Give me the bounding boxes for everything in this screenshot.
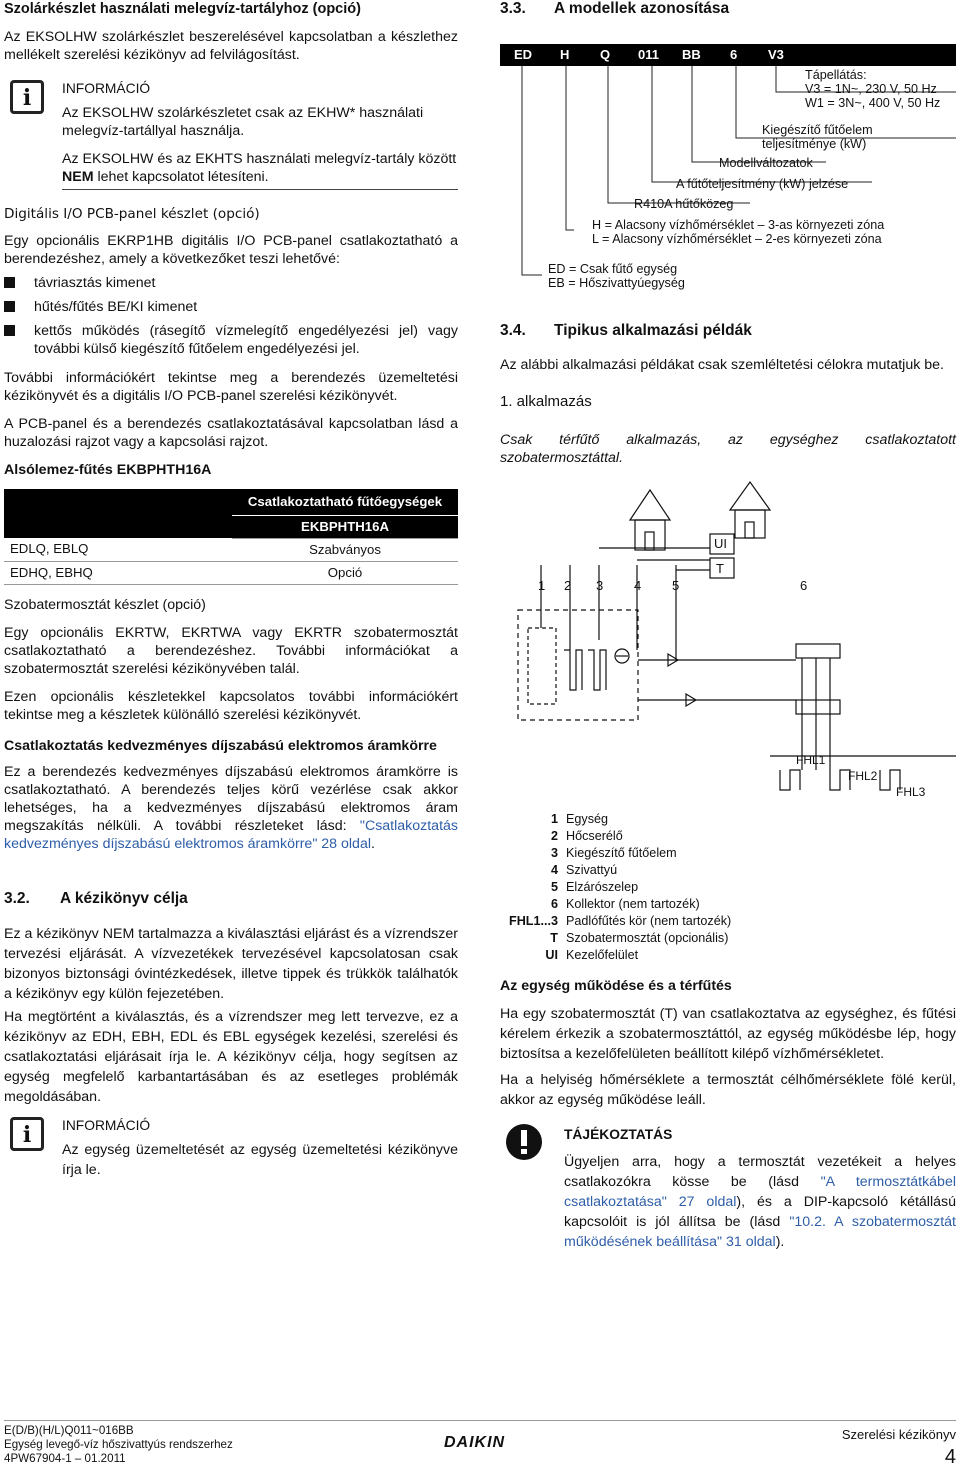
application-paragraph: Csak térfűtő alkalmazás, az egységhez csatlakoztatott szobatermosztáttal. (500, 432, 956, 466)
diagram-label: 4 (634, 578, 642, 593)
legend-item: UI Kezelőfelület (545, 948, 639, 962)
info-paragraph: Az EKSOLHW és az EKHTS használati melegvíz-tartály között NEM lehet kapcsolatot létesíteni. (62, 151, 457, 185)
bullet-icon (4, 325, 15, 336)
page-number: 4 (944, 1446, 956, 1468)
pcb-paragraph: Egy opcionális EKRP1HB digitális I/O PCB-panel csatlakoztatható a berendezéshez, amely a következőket teszi lehetővé: (4, 233, 458, 267)
legend-item: 1 Egység (550, 812, 609, 826)
section-title-models: A modellek azonosítása (554, 0, 730, 17)
thermostat-paragraph: Egy opcionális EKRTW, EKRTWA vagy EKRTR szobatermosztát csatlakoztatható a berendezéshez. További információkat a szobatermosztát szerelési kézikönyvében talál. (4, 625, 458, 677)
refrigerant-label: R410A hűtőközeg (634, 197, 734, 211)
code-part: BB (682, 47, 701, 62)
table-cell: Opció (232, 561, 458, 584)
diagram-label: T (716, 561, 724, 576)
list-item: kettős működés (rásegítő vízmelegítő engedélyezési jel) vagy további külső kiegészítő fűtőelem engedélyezési jel. (34, 323, 458, 357)
table-header: EKBPHTH16A (232, 515, 458, 538)
application-title: 1. alkalmazás (500, 393, 592, 410)
tariff-link[interactable]: "Csatlakoztatás kedvezményes díjszabású elektromos áramkörre" 28 oldal (4, 818, 458, 852)
section-title-solar: Szolárkészlet használati melegvíz-tartályhoz (opció) (4, 1, 361, 17)
legend-item: 2 Hőcserélő (550, 829, 623, 843)
table-row (4, 561, 458, 584)
thermostat-cable-link[interactable]: "A termosztátkábel csatlakoztatása" 27 oldal (564, 1174, 956, 1210)
diagram-label: FHL1 (796, 753, 826, 767)
diagram-label: 5 (672, 578, 680, 593)
section-number: 3.3. (500, 0, 526, 17)
section-title-heater: Alsólemez-fűtés EKBPHTH16A (4, 462, 212, 478)
list-item: távriasztás kimenet (34, 275, 156, 291)
footer-manual: Szerelési kézikönyv (841, 1427, 956, 1442)
info-paragraph: Az egység üzemeltetését az egység üzemeltetési kézikönyve írja le. (62, 1142, 458, 1178)
examples-paragraph: Az alábbi alkalmazási példákat csak szemléltetési célokra mutatjuk be. (500, 357, 944, 373)
table-corner (4, 489, 232, 538)
table-header: Csatlakoztatható fűtőegységek (232, 489, 458, 515)
footer-left: E(D/B)(H/L)Q011~016BB Egység levegő-víz hőszivattyús rendszerhez 4PW67904-1 – 01.2011 (4, 1424, 233, 1465)
temperature-label: H = Alacsony vízhőmérséklet – 3-as környezeti zóna L = Alacsony vízhőmérséklet – 2-es környezeti zóna (592, 218, 885, 246)
model-variant-label: Modellváltozatok (719, 156, 813, 170)
code-part: ED (514, 47, 533, 62)
code-part: 011 (638, 47, 659, 62)
info-icon: i (10, 1117, 44, 1151)
diagram-label: 3 (596, 578, 604, 593)
purpose-paragraph: Ez a kézikönyv NEM tartalmazza a kiválasztási eljárást és a vízrendszer tervezési eljárását. A vízvezetékek tervezésével kapcsolatosan csak bizonyos biztonsági óvintézkedések, illetve tippek és trükkök találhatók a kézikönyv egy külön fejezetében. (4, 926, 458, 1002)
diagram-label: FHL3 (896, 785, 926, 799)
footer-divider (4, 1420, 956, 1421)
diagram-label: 2 (564, 578, 572, 593)
solar-paragraph: Az EKSOLHW szolárkészlet beszerelésével kapcsolatban a készlethez mellékelt szerelési kézikönyv ad felvilágosítást. (4, 29, 458, 63)
section-number: 3.4. (500, 322, 526, 339)
application-diagram (500, 470, 956, 810)
thermostat-paragraph: Ezen opcionális készletekkel kapcsolatos további információkért tekintse meg a készletek különálló szerelési kézikönyvét. (4, 689, 458, 723)
table-row (4, 538, 458, 561)
purpose-paragraph: Ha megtörtént a kiválasztás, és a vízrendszer meg lett tervezve, ez a kézikönyv az EDH, EBH, EDL és EBL egységek kezelési, szerelési és csatlakoztatási eljárásait írja le. A kézikönyv célja, hogy segítsen az egység megfelelő karbantartásában és az esetleges problémák megoldásában. (4, 1009, 458, 1105)
warning-icon (504, 1122, 544, 1162)
legend-item: 4 Szivattyú (550, 863, 618, 877)
operation-paragraph: Ha egy szobatermosztát (T) van csatlakoztatva az egységhez, és fűtési kérelem érkezik a szobatermosztáttól, az egység működésbe lép, hogy biztosítsa a kezelőfelületen beállított kilépő vízhőmérsékletet. (500, 1006, 956, 1062)
operation-paragraph: Ha a helyiség hőmérséklete a termosztát célhőmérséklete fölé kerül, akkor az egység működése leáll. (500, 1072, 956, 1108)
bullet-icon (4, 301, 15, 312)
legend-item: 5 Elzárószelep (550, 880, 639, 894)
code-part: H (560, 47, 570, 62)
legend-item: 3 Kiegészítő fűtőelem (550, 846, 677, 860)
section-number: 3.2. (4, 890, 30, 907)
diagram-label: 1 (538, 578, 546, 593)
diagram-label: UI (714, 536, 727, 551)
model-code-lines (500, 0, 956, 300)
legend-item: T Szobatermosztát (opcionális) (550, 931, 729, 945)
diagram-label: 6 (800, 578, 808, 593)
divider (62, 189, 458, 190)
daikin-logo: DAIKIN (444, 1434, 506, 1451)
info-title: INFORMÁCIÓ (62, 81, 151, 96)
bullet-icon (4, 277, 15, 288)
legend-item: FHL1...3 Padlófűtés kör (nem tartozék) (509, 914, 732, 928)
section-title-operation: Az egység működése és a térfűtés (500, 978, 732, 994)
code-part: V3 (768, 47, 784, 62)
heater-label: Kiegészítő fűtőelem teljesítménye (kW) (762, 123, 873, 151)
heater-table (4, 489, 458, 585)
section-title-purpose: A kézikönyv célja (60, 890, 188, 907)
table-cell: Szabványos (232, 538, 458, 561)
table-cell: EDHQ, EBHQ (4, 561, 232, 584)
section-title-thermostat: Szobatermosztát készlet (opció) (4, 597, 206, 613)
pcb-paragraph: A PCB-panel és a berendezés csatlakoztatásával kapcsolatban lásd a huzalozási rajzot vagy a kapcsolási rajzot. (4, 416, 458, 450)
section-title-examples: Tipikus alkalmazási példák (554, 322, 752, 339)
legend-item: 6 Kollektor (nem tartozék) (550, 897, 700, 911)
thermostat-settings-link[interactable]: "10.2. A szobatermosztát működésének beállítása" 31 oldal (564, 1214, 956, 1250)
power-label: Tápellátás: V3 = 1N~, 230 V, 50 Hz W1 = 3N~, 400 V, 50 Hz (805, 68, 941, 110)
capacity-label: A fűtőteljesítmény (kW) jelzése (676, 177, 849, 191)
unit-type-label: ED = Csak fűtő egység EB = Hőszivattyúegység (548, 262, 685, 290)
code-part: 6 (730, 47, 738, 62)
diagram-legend (500, 811, 731, 964)
note-paragraph: Ügyeljen arra, hogy a termosztát vezetékeit a helyes csatlakozókra kösse be (lásd "A termosztátkábel csatlakoztatása" 27 oldal), és a DIP-kapcsoló kétállású kapcsolóit is jól állítsa be (lásd "10.2. A szobatermosztát működésének beállítása" 31 oldal). (564, 1154, 956, 1250)
note-title: TÁJÉKOZTATÁS (564, 1127, 673, 1142)
code-part: Q (600, 47, 611, 62)
diagram-label: FHL2 (848, 769, 878, 783)
tariff-paragraph: Ez a berendezés kedvezményes díjszabású elektromos áramkörre is csatlakoztatható. A berendezés teljes körű vezérlése csak akkor lehetséges, ha a kedvezményes díjszabású elektromos áram megszakítás nélküli. A további részleteket lásd: "Csatlakoztatás kedvezményes díjszabású elektromos áramkörre" 28 oldal. (4, 764, 458, 852)
info-title: INFORMÁCIÓ (62, 1118, 151, 1133)
info-paragraph: Az EKSOLHW szolárkészletet csak az EKHW* használati melegvíz-tartállyal használja. (62, 105, 424, 139)
info-icon: i (10, 80, 44, 114)
section-title-pcb: Digitális I/O PCB-panel készlet (opció) (4, 206, 260, 222)
section-title-tariff: Csatlakoztatás kedvezményes díjszabású elektromos áramkörre (4, 738, 437, 754)
table-cell: EDLQ, EBLQ (4, 538, 232, 561)
pcb-paragraph: További információkért tekintse meg a berendezés üzemeltetési kézikönyvét és a digitális I/O PCB-panel szerelési kézikönyvét. (4, 370, 458, 404)
list-item: hűtés/fűtés BE/KI kimenet (34, 299, 198, 315)
